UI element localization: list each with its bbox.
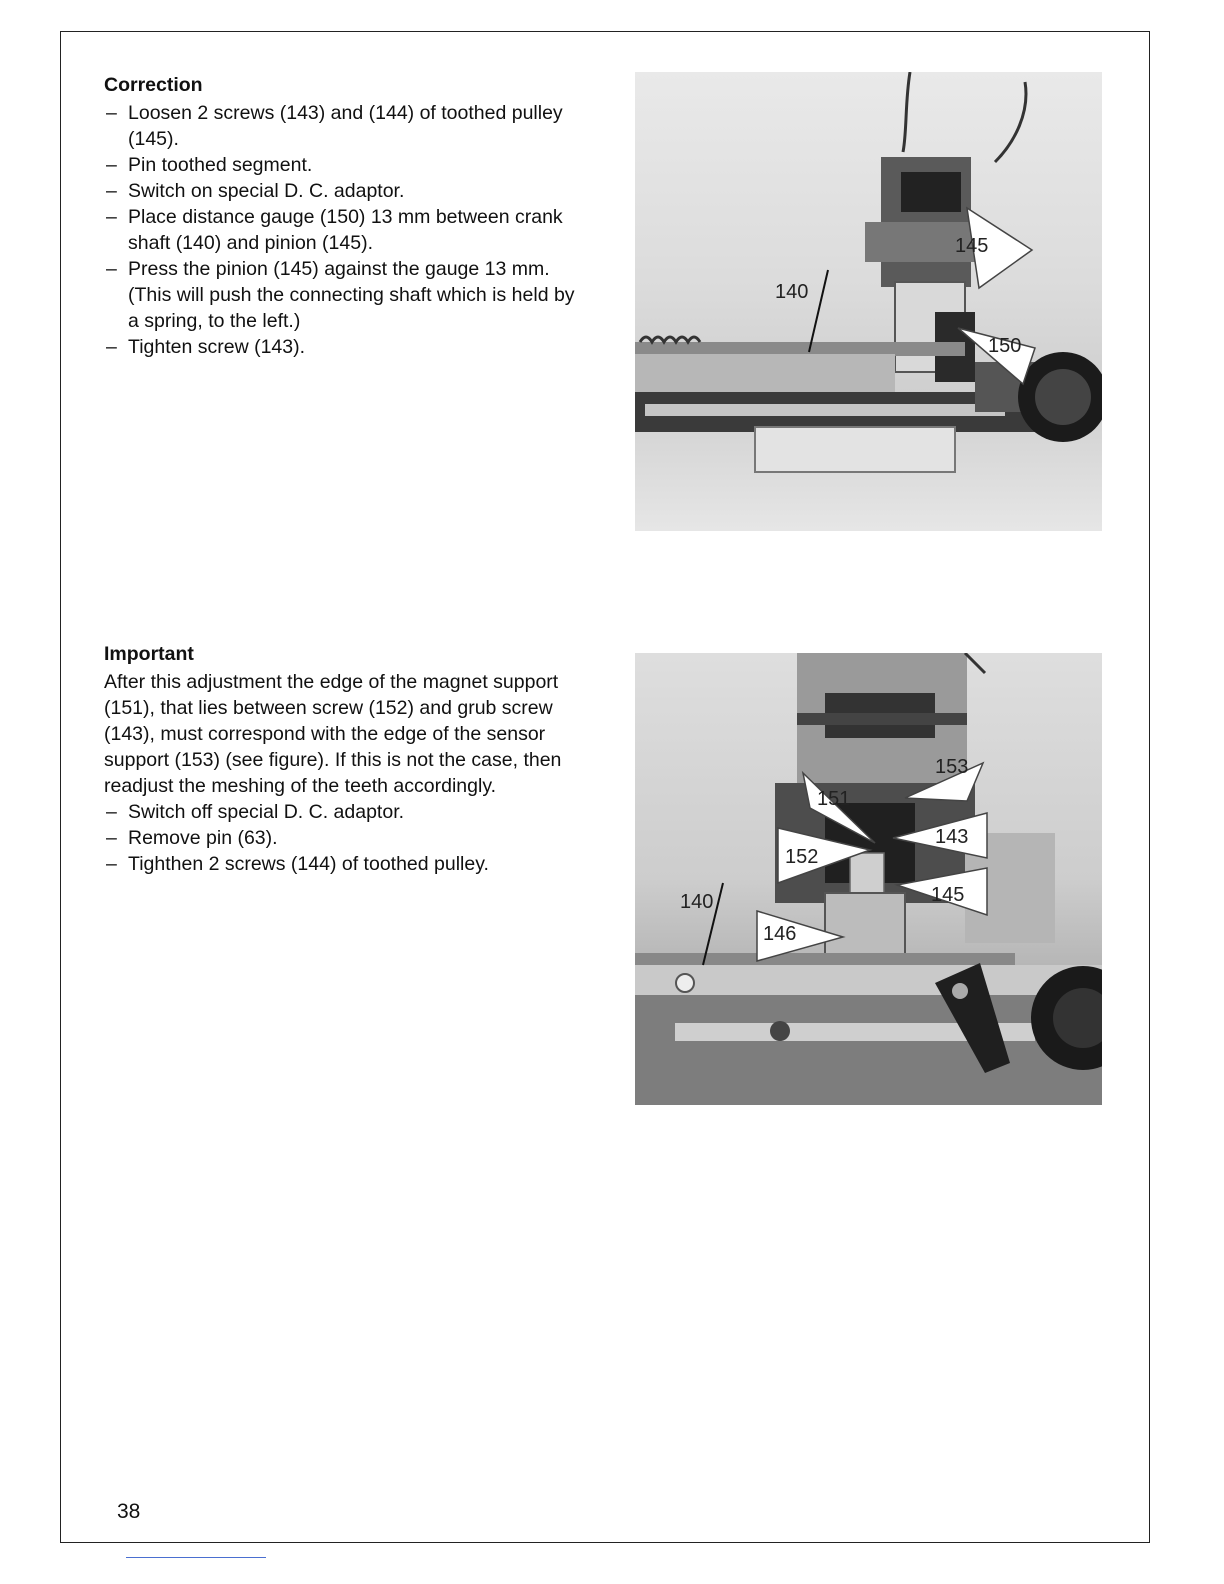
correction-step: – Switch on special D. C. adaptor.: [104, 178, 584, 204]
correction-step: – Tighten screw (143).: [104, 334, 584, 360]
mechanism-illustration-1: [635, 72, 1102, 531]
callout-label: 145: [955, 235, 989, 257]
important-heading: Important: [104, 643, 194, 665]
mechanism-photo-1: [635, 72, 1102, 531]
important-steps: [104, 799, 584, 877]
important-step: – Tighthen 2 screws (144) of toothed pulley.: [104, 851, 584, 877]
callout-label: 143: [935, 826, 969, 848]
callout-label: 152: [785, 846, 819, 868]
callout-label: 140: [775, 281, 809, 303]
correction-section: [104, 72, 584, 360]
correction-step: – Press the pinion (145) against the gauge 13 mm. (This will push the connecting shaft which is held by a spring, to the left.): [104, 256, 584, 334]
mechanism-illustration-2: [635, 653, 1102, 1105]
correction-step: – Loosen 2 screws (143) and (144) of toothed pulley (145).: [104, 100, 584, 152]
callout-label: 150: [988, 335, 1022, 357]
callout-label: 145: [931, 884, 965, 906]
important-step: – Switch off special D. C. adaptor.: [104, 799, 584, 825]
correction-steps: [104, 100, 584, 360]
important-paragraph: After this adjustment the edge of the magnet support (151), that lies between screw (152) and grub screw (143), must correspond with the edge of the sensor support (153) (see figure). If this is not the case, then readjust the meshing of the teeth accordingly.: [104, 671, 562, 797]
callout-label: 153: [935, 756, 969, 778]
important-section: [104, 641, 584, 877]
correction-step: – Place distance gauge (150) 13 mm between crank shaft (140) and pinion (145).: [104, 204, 584, 256]
page-number: 38: [117, 1500, 141, 1523]
callout-label: 151: [817, 788, 851, 810]
footer-divider: [126, 1557, 266, 1558]
callout-label: 146: [763, 923, 797, 945]
correction-heading: Correction: [104, 74, 203, 96]
correction-step: – Pin toothed segment.: [104, 152, 584, 178]
callout-label: 140: [680, 891, 714, 913]
important-step: – Remove pin (63).: [104, 825, 584, 851]
mechanism-photo-2: [635, 653, 1102, 1105]
